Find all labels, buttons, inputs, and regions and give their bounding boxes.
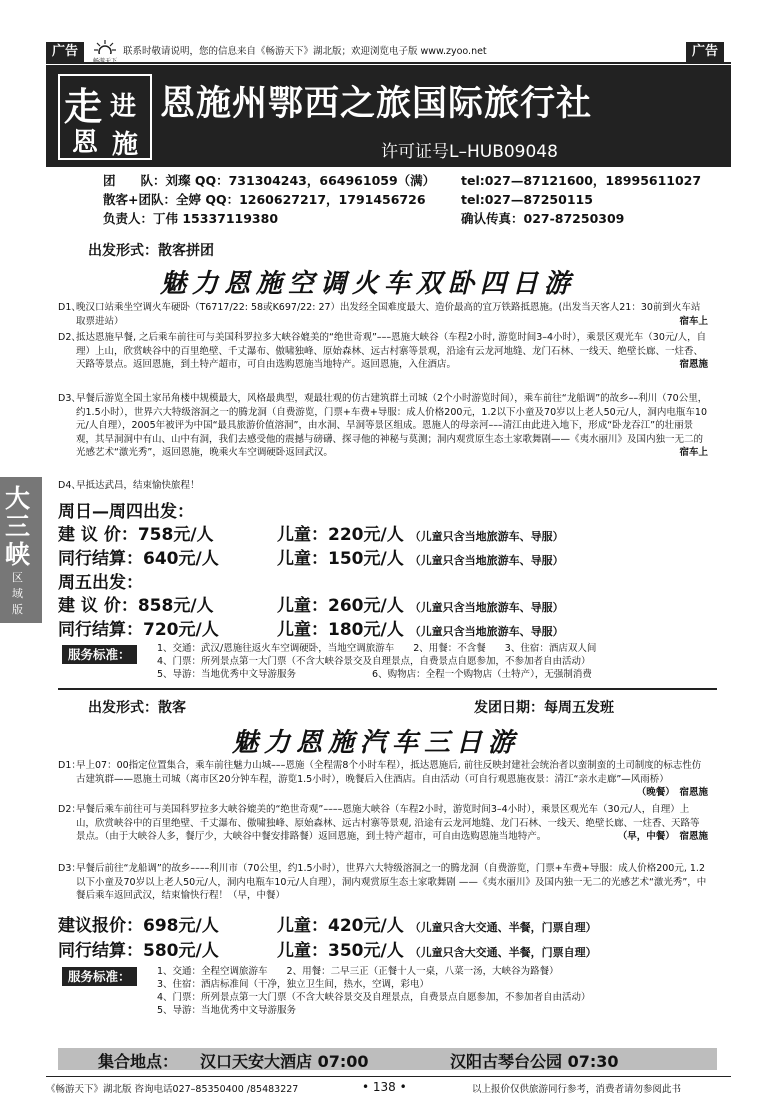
day-tag: D1、 [58, 302, 81, 313]
tour1-child-price-2: 儿童：260元/人 （儿童只含当地旅游车、导服） [277, 596, 564, 616]
tour2-price-peer: 同行结算：580元/人 [58, 941, 219, 961]
tour1-child-price-1: 儿童：220元/人 （儿童只含当地旅游车、导服） [277, 525, 564, 545]
sidebar-char: 大 [5, 484, 31, 513]
tour1-title: 魅力恩施空调火车双卧四日游 [160, 269, 577, 299]
sun-logo-icon [92, 38, 118, 54]
source-notice: 联系时敬请说明，您的信息来自《畅游天下》湖北版；欢迎浏览电子版 www.zyoo.net [123, 46, 487, 57]
logo-char-4: 施 [112, 130, 139, 160]
tour1-child-peer-2: 儿童：180元/人 （儿童只含当地旅游车、导服） [277, 620, 564, 640]
tour1-price-peer-1: 同行结算：640元/人 [58, 549, 219, 569]
tour1-day-2 [58, 331, 708, 372]
meeting-label: 集合地点： [98, 1052, 179, 1071]
tour2-day-3 [58, 862, 708, 903]
publication-logo [92, 38, 118, 62]
contact-team: 团 队：刘璨 QQ：731304243，664961059（满） [103, 173, 436, 188]
contact-individual: 散客+团队：全婷 QQ：1260627217，1791456726 [103, 192, 426, 207]
ad-tag-left: 广告 [46, 42, 84, 62]
tour2-departure: 出发形式：散客 [88, 700, 186, 716]
tour1-service-line-2: 4、门票：所列景点第一大门票（不含大峡谷景交及自理景点，自费景点自愿参加，不参加者自由活动） [157, 656, 591, 667]
day-tag: D4、 [58, 480, 81, 491]
schedule-fri: 周五出发： [58, 573, 143, 593]
logo-char-2: 进 [110, 92, 137, 122]
tour1-service-badge: 服务标准： [62, 645, 137, 664]
sidebar-char-small: 域 [12, 587, 23, 600]
sidebar-char-small: 区 [12, 571, 23, 584]
tour1-departure: 出发形式：散客拼团 [88, 243, 214, 259]
day-text: 早上07：00指定位置集合，乘车前往魅力山城–––恩施（全程需8个小时车程），抵达恩施后, 前往反映封建社会统治者以蛮制蛮的土司制度的标志性仿古建筑群——恩施土司城（离市区20分钟车程，游览1.5小时），晚餐后入住酒店。自由活动（可自行观恩施夜景：清江“亲水走廊”—风雨桥） [76, 760, 702, 785]
logo-char-1: 走 [64, 84, 103, 129]
contact-manager: 负责人：丁伟 15337119380 [103, 211, 279, 226]
tour1-price-suggested-1: 建 议 价：758元/人 [58, 525, 214, 545]
tour1-price-peer-2: 同行结算：720元/人 [58, 620, 219, 640]
tour2-price-suggested: 建议报价：698元/人 [58, 916, 219, 936]
region-sidebar [0, 477, 42, 623]
tour2-service-badge: 服务标准： [62, 967, 137, 986]
sidebar-char-small: 版 [12, 603, 23, 616]
logo-char-3: 恩 [72, 128, 99, 158]
agency-logo [58, 74, 152, 160]
tour1-day-1 [58, 301, 708, 328]
license-number: 许可证号L–HUB09048 [381, 142, 558, 162]
day-lodging: 宿车上 [679, 447, 708, 458]
tour1-day-4 [58, 479, 708, 493]
tour2-date: 发团日期：每周五发班 [474, 700, 614, 716]
confirm-fax: 确认传真：027-87250309 [461, 211, 625, 226]
section-divider [58, 688, 717, 690]
meeting-location-2: 汉阳古琴台公园 07:30 [450, 1052, 619, 1071]
day-lodging: 宿恩施 [679, 359, 708, 370]
contact-team-tel: tel:027—87121600，18995611027 [461, 173, 702, 188]
tour2-service-line-3: 4、门票：所列景点第一大门票（不含大峡谷景交及自理景点，自费景点自愿参加，不参加者自由活动） [157, 992, 591, 1003]
tour2-service-line-4: 5、导游：当地优秀中文导游服务 [157, 1005, 297, 1016]
day-text: 早餐后前往“龙船调”的故乡––––利川市（70公里，约1.5小时），世界六大特级溶洞之一的腾龙洞（自费游览，门票+车费+导服：成人价格200元, 1.2以下小童及70岁以上老人50元/人，洞内电瓶车10元/人自理），洞内观赏原生态土家歌舞剧 ——《夷水丽川》及国内独一无二的光感艺术“激光秀”，中餐后乘车返回武汉，结束愉快行程！（早，中餐） [76, 863, 707, 901]
day-text: 晚汉口站乘坐空调火车硬卧（T6717/22: 58或K697/22: 27）出发经全国难度最大、造价最高的宜万铁路抵恩施。(出发当天客人21：30前到火车站取票进站） [76, 302, 701, 327]
tour2-child-peer: 儿童：350元/人 （儿童只含大交通、半餐，门票自理） [277, 941, 597, 961]
footer-divider [46, 1076, 731, 1077]
tour1-child-peer-1: 儿童：150元/人 （儿童只含当地旅游车、导服） [277, 549, 564, 569]
day-tag: D3、 [58, 393, 81, 404]
day-lodging: （晚餐） 宿恩施 [636, 787, 708, 798]
footer-contact: 《畅游天下》湖北版 咨询电话027–85350400 /85483227 [46, 1084, 299, 1095]
day-lodging: （早，中餐） 宿恩施 [617, 831, 708, 842]
tour1-day-3 [58, 392, 708, 460]
schedule-sun-thu: 周日—周四出发： [58, 502, 194, 522]
tour1-price-suggested-2: 建 议 价：858元/人 [58, 596, 214, 616]
day-text: 抵达恩施早餐, 之后乘车前往可与美国科罗拉多大峡谷媲美的“绝世奇观”–––恩施大峡谷（车程2小时, 游览时间3–4小时），乘景区观光车（30元/人，自理）上山，欣赏峡谷中的百里绝壁、千丈瀑布、傲啸独峰、原始森林、远古村寨等景观，沿途有云龙河地缝、龙门石林、一线天、绝壁长廊、一炷香、天路等景点。返回恩施，到土特产超市，可自由选购恩施当地特产。返回恩施，入住酒店。 [76, 332, 707, 370]
contact-individual-tel: tel:027—87250115 [461, 192, 593, 207]
meeting-location-1: 汉口天安大酒店 07:00 [200, 1052, 369, 1071]
day-tag: D2、 [58, 332, 81, 343]
ad-tag-right: 广告 [686, 42, 724, 62]
sidebar-char: 三 [5, 512, 31, 541]
top-divider [46, 62, 731, 64]
page-number: • 138 • [362, 1080, 407, 1094]
day-tag: D1： [58, 760, 81, 771]
tour2-title: 魅力恩施汽车三日游 [232, 728, 521, 758]
tour2-service-line-1: 1、交通：全程空调旅游车 2、用餐：二早三正（正餐十人一桌，八菜一汤，大峡谷为路餐） [157, 966, 559, 977]
meeting-bar [58, 1048, 717, 1070]
tour2-day-1 [58, 759, 708, 800]
tour2-day-2 [58, 803, 708, 844]
tour2-service-line-2: 3、住宿：酒店标准间（干净，独立卫生间，热水，空调，彩电） [157, 979, 430, 990]
tour1-service-line-3: 5、导游：当地优秀中文导游服务 6、购物店：全程一个购物店（土特产），无强制消费 [157, 669, 592, 680]
day-text: 早餐后乘车前往可与美国科罗拉多大峡谷媲美的“绝世奇观”––––恩施大峡谷（车程2小时，游览时间3–4小时），乘景区观光车（30元/人，自理）上山，欣赏峡谷中的百里绝壁、千丈瀑布、傲啸独峰、原始森林、远古村寨等景观, 沿途有云龙河地缝、龙门石林、一线天、绝壁长廊、一炷香、天路等景点。（由于大峡谷人多，餐厅少，大峡谷中餐安排路餐）返回恩施，到土特产超市，可自由选购恩施当地特产。 [76, 804, 700, 842]
footer-disclaimer: 以上报价仅供旅游同行参考，消费者请勿参阅此书 [472, 1084, 682, 1095]
day-tag: D2： [58, 804, 81, 815]
agency-name: 恩施州鄂西之旅国际旅行社 [160, 84, 593, 124]
day-text: 早餐后游览全国土家吊角楼中规模最大，风格最典型，观最壮观的仿古建筑群土司城（2个小时游览时间），乘车前往“龙船调”的故乡––利川（70公里，约1.5小时），世界六大特级溶洞之一的腾龙洞（自费游览，门票+车费+导服：成人价格200元，1.2以下小童及70岁以上老人50元/人，洞内电瓶车10元/人自理），2005年被评为中国“最具旅游价值溶洞”，由水洞、旱洞等景区组成。恩施人的母亲河–––清江由此进入地下，形成“卧龙吞江”的壮丽景观，其旱洞洞中有山、山中有洞，我们去感受他的震撼与磅礴、探寻他的神秘与莫测；洞内观赏原生态土家歌舞剧——《夷水丽川》及国内独一无二的光感艺术“激光秀”，返回恩施，晚乘火车空调硬卧返回武汉。 [76, 393, 708, 458]
day-text: 早抵达武昌，结束愉快旅程！ [76, 480, 200, 491]
tour2-child-price: 儿童：420元/人 （儿童只含大交通、半餐，门票自理） [277, 916, 597, 936]
sidebar-char: 峡 [5, 540, 31, 569]
day-tag: D3： [58, 863, 81, 874]
tour1-service-line-1: 1、交通：武汉/恩施往返火车空调硬卧，当地空调旅游车 2、用餐：不含餐 3、住宿：酒店双人间 [157, 643, 597, 654]
day-lodging: 宿车上 [679, 315, 708, 327]
